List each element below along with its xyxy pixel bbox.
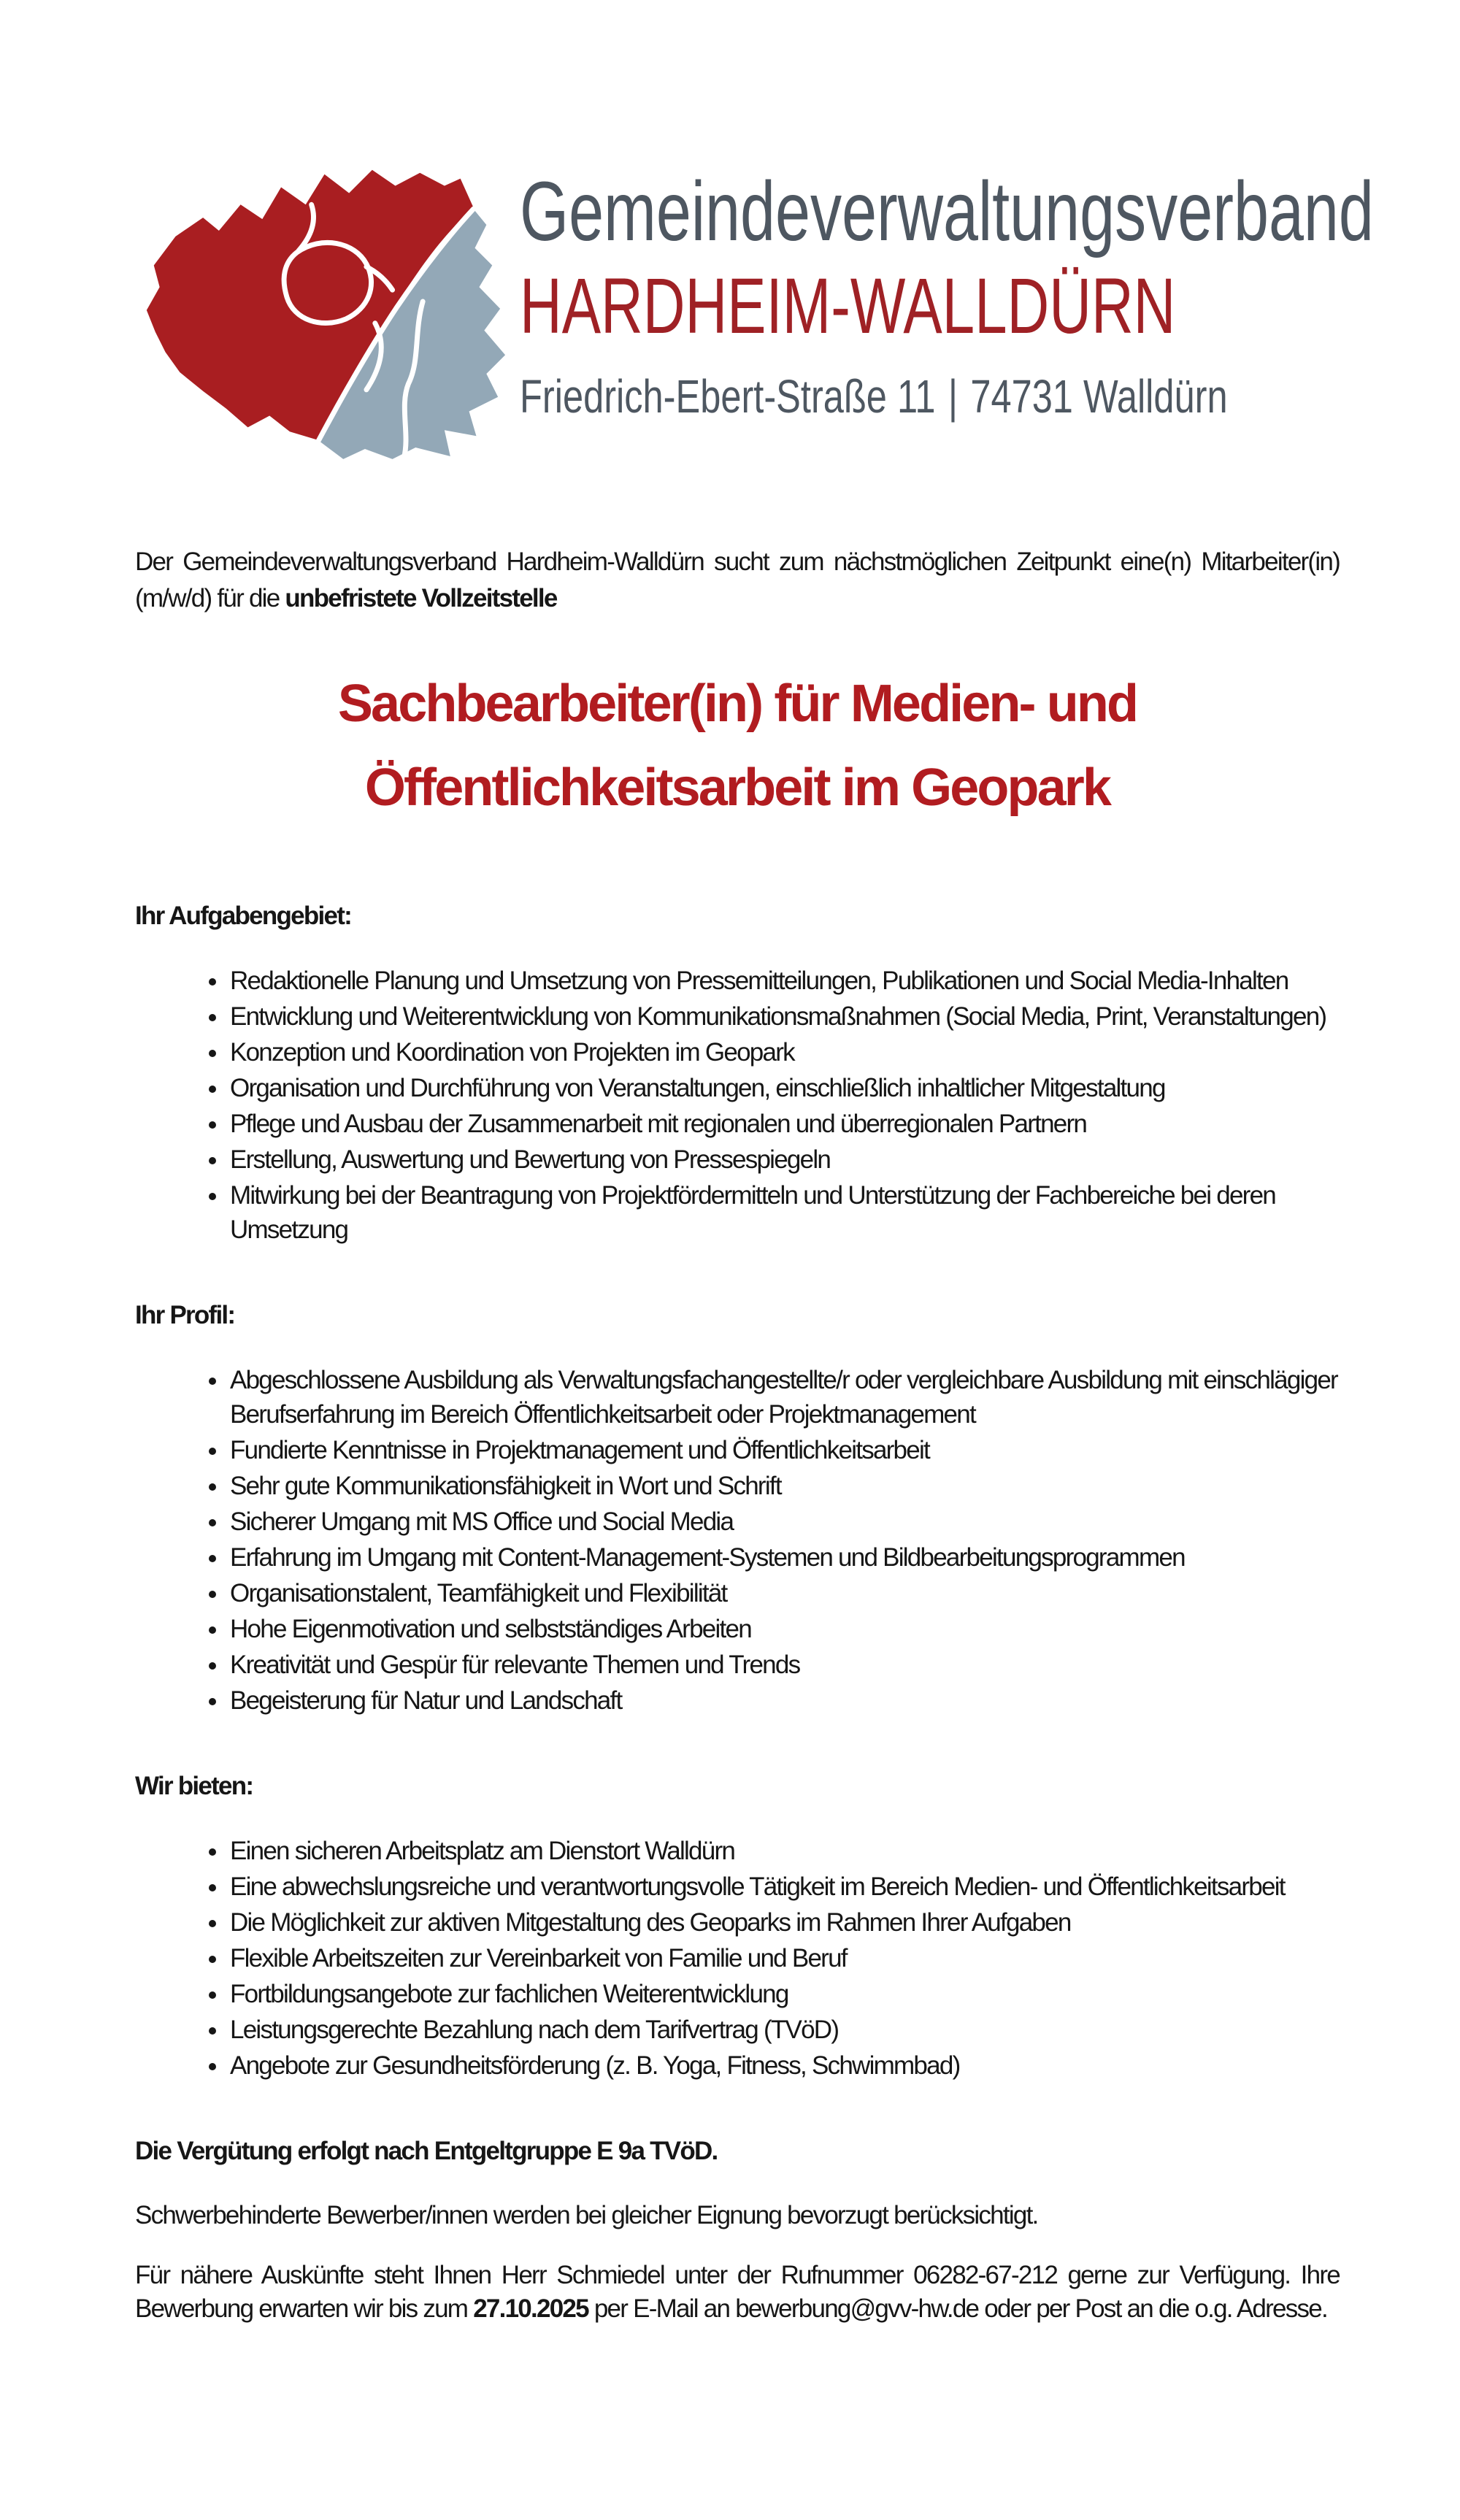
task-item: • Redaktionelle Planung und Umsetzung von Pressemitteilungen, Publikationen und Social Media-Inhalten	[228, 964, 1340, 998]
organization-logo	[135, 142, 1374, 461]
profile-item: • Kreativität und Gespür für relevante Themen und Trends	[228, 1648, 1340, 1682]
profile-item: • Sehr gute Kommunikationsfähigkeit in Wort und Schrift	[228, 1469, 1340, 1503]
contact-text-after: per E-Mail an bewerbung@gvv-hw.de oder per Post an die o.g. Adresse.	[588, 2294, 1327, 2323]
logo-org-line: Gemeindeverwaltungsverband	[520, 165, 1374, 258]
task-item: • Mitwirkung bei der Beantragung von Projektfördermitteln und Unterstützung der Fachbereiche bei deren Umsetzung	[228, 1178, 1340, 1247]
profile-item: • Abgeschlossene Ausbildung als Verwaltungsfachangestellte/r oder vergleichbare Ausbildung mit einschlägiger Berufserfahrung im Bereich Öffentlichkeitsarbeit oder Projektmanagement	[228, 1363, 1340, 1432]
benefit-item: • Fortbildungsangebote zur fachlichen Weiterentwicklung	[228, 1977, 1340, 2011]
intro-paragraph	[135, 544, 1340, 617]
profile-item: • Sicherer Umgang mit MS Office und Social Media	[228, 1505, 1340, 1539]
job-title-line-1: Sachbearbeiter(in) für Medien- und	[337, 675, 1137, 733]
profile-item: • Organisationstalent, Teamfähigkeit und Flexibilität	[228, 1576, 1340, 1610]
profile-item: • Fundierte Kenntnisse in Projektmanagement und Öffentlichkeitsarbeit	[228, 1433, 1340, 1467]
profile-list	[135, 1363, 1340, 1718]
benefits-heading: Wir bieten:	[135, 1772, 253, 1800]
logo-address-street: Friedrich-Ebert-Straße 11	[520, 370, 936, 423]
tasks-heading: Ihr Aufgabengebiet:	[135, 902, 352, 930]
logo-address	[520, 370, 1419, 423]
benefit-item: • Eine abwechslungsreiche und verantwortungsvolle Tätigkeit im Bereich Medien- und Öffentlichkeitsarbeit	[228, 1870, 1340, 1904]
equal-opportunity-note: Schwerbehinderte Bewerber/innen werden bei gleicher Eignung bevorzugt berücksichtigt.	[135, 2201, 1038, 2229]
intro-text: Der Gemeindeverwaltungsverband Hardheim-Walldürn sucht zum nächstmöglichen Zeitpunkt eine(n) Mitarbeiter(in) (m/w/d) für die	[135, 548, 1340, 612]
profile-heading: Ihr Profil:	[135, 1301, 235, 1329]
logo-map-graphic	[135, 142, 511, 461]
contact-paragraph	[135, 2259, 1340, 2326]
benefit-item: • Flexible Arbeitszeiten zur Vereinbarkeit von Familie und Beruf	[228, 1941, 1340, 1975]
logo-address-separator: |	[948, 370, 958, 423]
section-tasks	[135, 899, 1340, 1247]
benefit-item: • Einen sicheren Arbeitsplatz am Dienstort Walldürn	[228, 1834, 1340, 1868]
section-profile	[135, 1298, 1340, 1718]
logo-wordmark	[520, 142, 1460, 423]
task-item: • Pflege und Ausbau der Zusammenarbeit mit regionalen und überregionalen Partnern	[228, 1107, 1340, 1141]
task-item: • Erstellung, Auswertung und Bewertung von Pressespiegeln	[228, 1142, 1340, 1177]
intro-bold-text: unbefristete Vollzeitstelle	[285, 584, 557, 612]
section-benefits	[135, 1769, 1340, 2083]
contact-text-before: Für nähere Auskünfte steht Ihnen Herr Schmiedel unter der Rufnummer 06282-67-212 gerne zur Verfügung. Ihre Bewerbung erwarten wir bis zum	[135, 2261, 1340, 2323]
profile-item: • Erfahrung im Umgang mit Content-Management-Systemen und Bildbearbeitungsprogrammen	[228, 1540, 1340, 1575]
pay-grade-note: Die Vergütung erfolgt nach Entgeltgruppe E 9a TVöD.	[135, 2137, 718, 2165]
application-deadline: 27.10.2025	[473, 2294, 588, 2323]
job-title-line-2: Öffentlichkeitsarbeit im Geopark	[364, 758, 1110, 817]
logo-name-line: HARDHEIM-WALLDÜRN	[520, 261, 1176, 350]
profile-item: • Begeisterung für Natur und Landschaft	[228, 1683, 1340, 1718]
benefit-item: • Leistungsgerechte Bezahlung nach dem Tarifvertrag (TVöD)	[228, 2013, 1340, 2047]
benefit-item: • Angebote zur Gesundheitsförderung (z. B. Yoga, Fitness, Schwimmbad)	[228, 2048, 1340, 2083]
profile-item: • Hohe Eigenmotivation und selbstständiges Arbeiten	[228, 1612, 1340, 1646]
logo-address-city: 74731 Walldürn	[970, 370, 1228, 423]
job-title	[135, 662, 1340, 830]
tasks-list	[135, 964, 1340, 1247]
task-item: • Organisation und Durchführung von Veranstaltungen, einschließlich inhaltlicher Mitgestaltung	[228, 1071, 1340, 1105]
task-item: • Entwicklung und Weiterentwicklung von Kommunikationsmaßnahmen (Social Media, Print, Veranstaltungen)	[228, 999, 1340, 1034]
task-item: • Konzeption und Koordination von Projekten im Geopark	[228, 1035, 1340, 1069]
benefits-list	[135, 1834, 1340, 2083]
benefit-item: • Die Möglichkeit zur aktiven Mitgestaltung des Geoparks im Rahmen Ihrer Aufgaben	[228, 1905, 1340, 1940]
